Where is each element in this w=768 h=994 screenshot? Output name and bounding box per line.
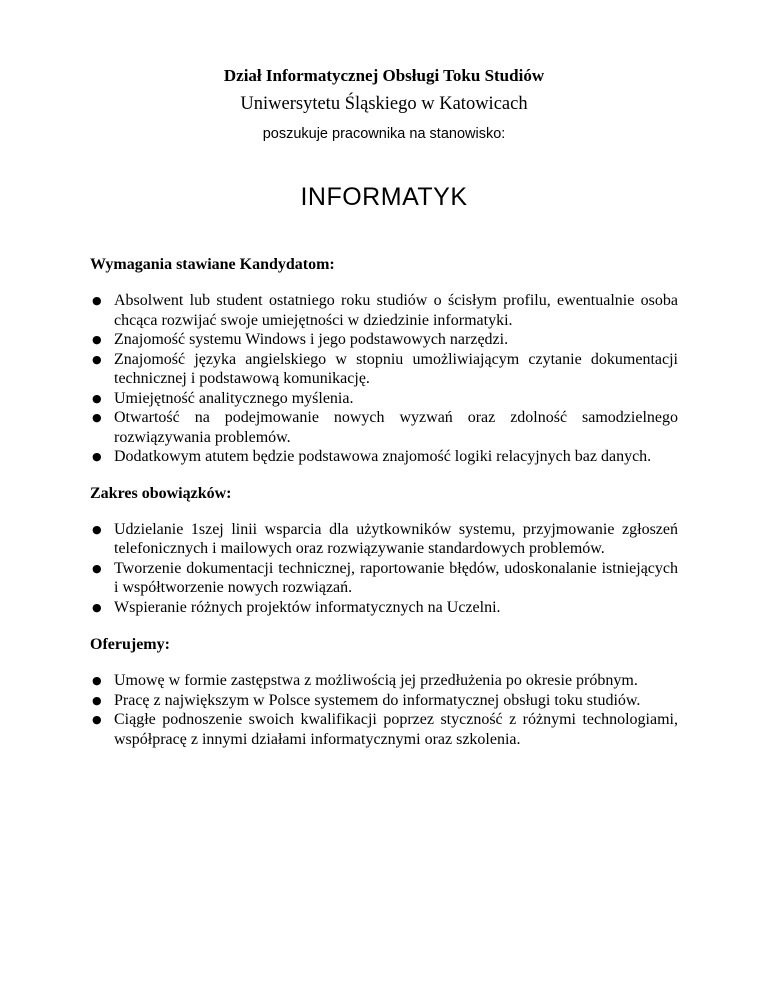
requirements-section <box>90 255 678 467</box>
bullet-icon: ● <box>92 450 102 463</box>
list-item-text: Absolwent lub student ostatniego roku studiów o ścisłym profilu, ewentualnie osoba chcąca rozwijać swoje umiejętności w dziedzinie informatyki. <box>114 292 678 329</box>
bullet-icon: ● <box>92 294 102 307</box>
list-item-text: Otwartość na podejmowanie nowych wyzwań oraz zdolność samodzielnego rozwiązywania problemów. <box>114 409 678 446</box>
duties-list <box>90 520 678 618</box>
list-item-text: Znajomość języka angielskiego w stopniu umożliwiającym czytanie dokumentacji technicznej i podstawową komunikację. <box>114 350 678 387</box>
list-item <box>90 671 678 691</box>
list-item <box>90 408 678 447</box>
bullet-icon: ● <box>92 713 102 726</box>
list-item <box>90 559 678 598</box>
job-posting-document <box>90 0 678 749</box>
list-item <box>90 330 678 350</box>
requirements-title: Wymagania stawiane Kandydatom: <box>90 256 335 273</box>
list-item <box>90 389 678 409</box>
position-title: INFORMATYK <box>300 183 468 211</box>
list-item-text: Tworzenie dokumentacji technicznej, raportowanie błędów, udoskonalanie istniejących i współtworzenie nowych rozwiązań. <box>114 559 678 596</box>
bullet-icon: ● <box>92 674 102 687</box>
list-item-text: Umiejętność analitycznego myślenia. <box>114 389 354 407</box>
list-item-text: Znajomość systemu Windows i jego podstawowych narzędzi. <box>114 331 509 348</box>
bullet-icon: ● <box>92 411 102 424</box>
list-item-text: Umowę w formie zastępstwa z możliwością jej przedłużenia po okresie próbnym. <box>114 672 638 689</box>
university-name: Uniwersytetu Śląskiego w Katowicach <box>240 94 528 114</box>
bullet-icon: ● <box>92 600 102 614</box>
list-item <box>90 598 678 618</box>
list-item <box>90 447 678 467</box>
seeking-line: poszukuje pracownika na stanowisko: <box>262 126 506 142</box>
list-item <box>90 291 678 330</box>
list-item <box>90 710 678 749</box>
offer-list <box>90 671 678 749</box>
duties-section <box>90 484 678 618</box>
bullet-icon: ● <box>92 352 102 366</box>
duties-title: Zakres obowiązków: <box>90 484 232 502</box>
list-item-text: Dodatkowym atutem będzie podstawowa znajomość logiki relacyjnych baz danych. <box>114 448 652 465</box>
list-item-text: Wspieranie różnych projektów informatycznych na Uczelni. <box>114 598 501 616</box>
list-item-text: Ciągłe podnoszenie swoich kwalifikacji poprzez styczność z różnymi technologiami, współpracę z innymi działami informatycznymi oraz szkolenia. <box>114 711 678 748</box>
document-header <box>90 66 678 212</box>
list-item <box>90 520 678 559</box>
bullet-icon: ● <box>92 561 102 575</box>
bullet-icon: ● <box>92 391 102 405</box>
bullet-icon: ● <box>92 693 102 707</box>
list-item-text: Pracę z największym w Polsce systemem do informatycznej obsługi toku studiów. <box>114 691 641 709</box>
list-item <box>90 691 678 711</box>
bullet-icon: ● <box>92 333 102 346</box>
list-item-text: Udzielanie 1szej linii wsparcia dla użytkowników systemu, przyjmowanie zgłoszeń telefonicznych i mailowych oraz rozwiązywanie standardowych problemów. <box>114 520 678 557</box>
offer-title: Oferujemy: <box>90 636 170 653</box>
offer-section <box>90 635 678 749</box>
bullet-icon: ● <box>92 522 102 536</box>
requirements-list <box>90 291 678 467</box>
organization-name: Dział Informatycznej Obsługi Toku Studiów <box>223 66 545 85</box>
list-item <box>90 350 678 389</box>
